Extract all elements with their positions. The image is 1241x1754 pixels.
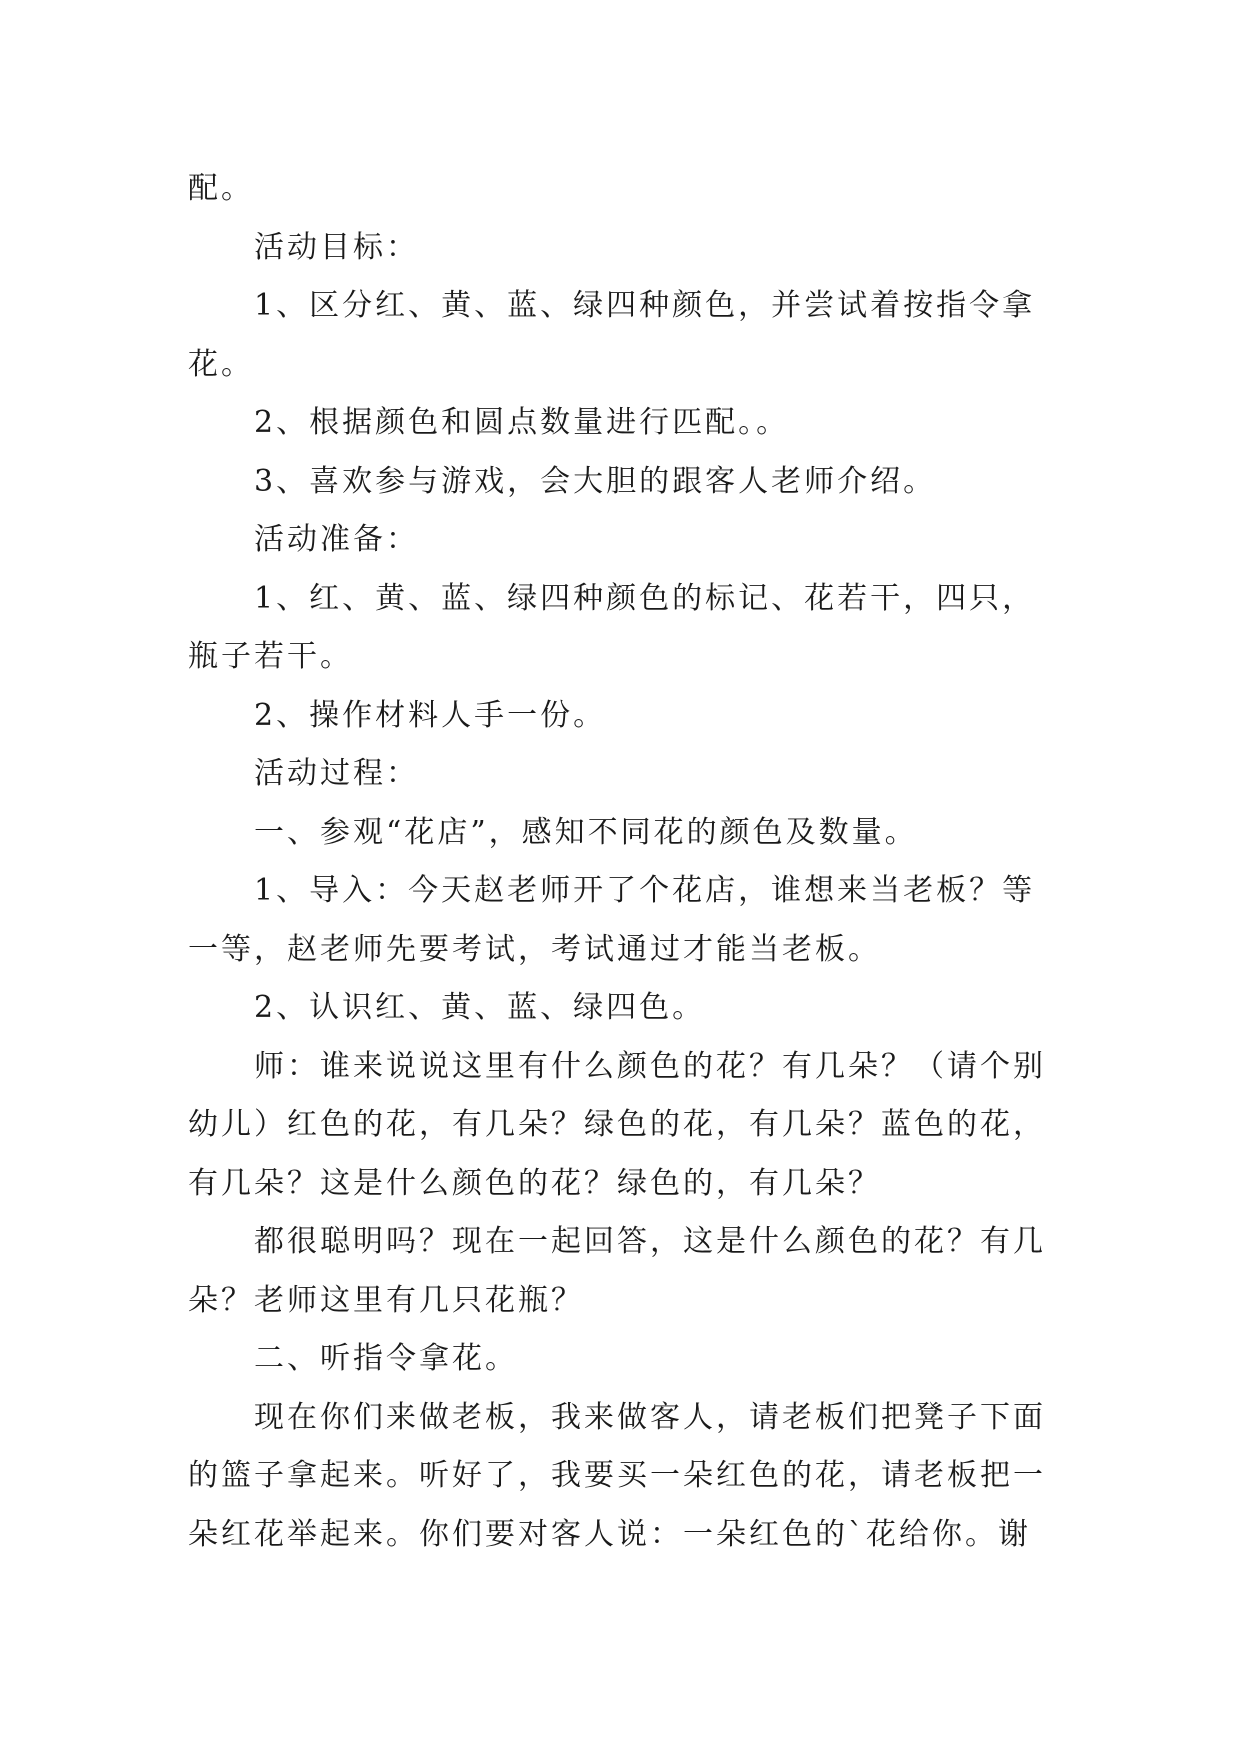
process-step-2-heading: 二、听指令拿花。	[254, 1341, 518, 1376]
section-heading-preparation: 活动准备：	[254, 522, 419, 557]
process-step-1-heading: 一、参观“花店”，感知不同花的颜色及数量。	[254, 814, 918, 850]
objective-item-2: 2、根据颜色和圆点数量进行匹配。。	[254, 405, 790, 440]
process-paragraph-role-play: 现在你们来做老板，我来做客人，请老板们把凳子下面的篮子拿起来。听好了，我要买一朵红色的花，请老板把一朵红花举起来。你们要对客人说：一朵红色的`花给你。谢	[188, 1399, 1046, 1552]
section-heading-objectives: 活动目标：	[254, 229, 419, 265]
preparation-item-2: 2、操作材料人手一份。	[254, 697, 607, 733]
preparation-item-1: 1、红、黄、蓝、绿四种颜色的标记、花若干，四只，瓶子若干。	[188, 580, 1036, 674]
document-body	[188, 160, 1068, 1564]
objective-item-1: 1、区分红、黄、蓝、绿四种颜色，并尝试着按指令拿花。	[188, 288, 1036, 382]
paragraph-continuation: 配。	[188, 171, 254, 206]
process-paragraph-teacher-question: 师：谁来说说这里有什么颜色的花？有几朵？（请个别幼儿）红色的花，有几朵？绿色的花，有几朵？蓝色的花，有几朵？这是什么颜色的花？绿色的，有几朵？	[188, 1048, 1046, 1201]
section-heading-process: 活动过程：	[254, 756, 419, 791]
process-paragraph-intro: 1、导入：今天赵老师开了个花店，谁想来当老板？等一等，赵老师先要考试，考试通过才能当老板。	[188, 873, 1036, 967]
objective-item-3: 3、喜欢参与游戏，会大胆的跟客人老师介绍。	[254, 463, 937, 499]
process-paragraph-group-answer: 都很聪明吗？现在一起回答，这是什么颜色的花？有几朵？老师这里有几只花瓶？	[188, 1224, 1046, 1318]
process-paragraph-colors: 2、认识红、黄、蓝、绿四色。	[254, 990, 706, 1025]
